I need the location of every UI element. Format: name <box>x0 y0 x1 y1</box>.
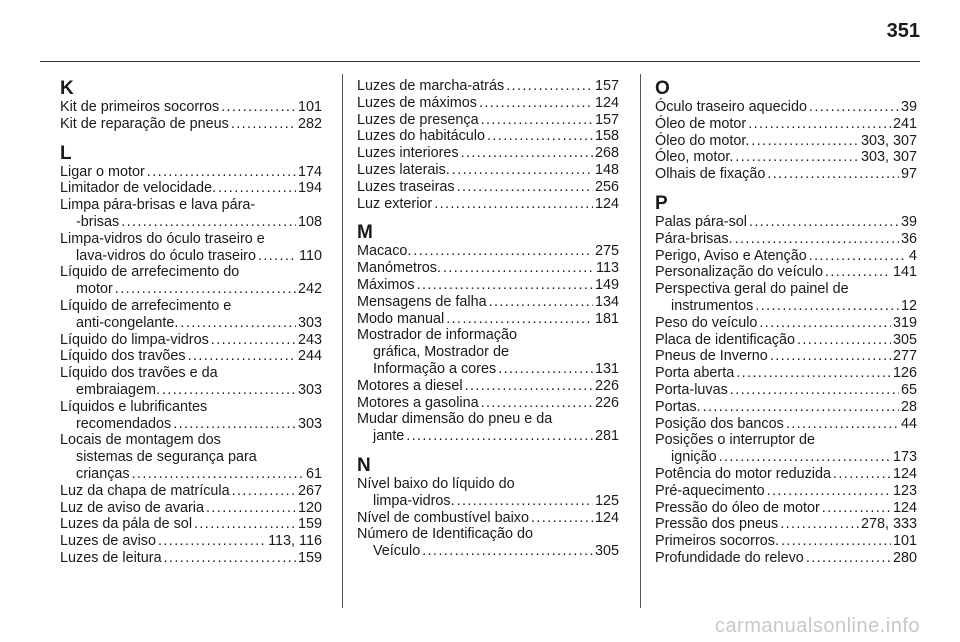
entry-term: Luzes de leitura <box>60 549 162 566</box>
dot-leader <box>781 533 891 550</box>
dot-leader <box>147 164 296 181</box>
dot-leader <box>506 78 593 95</box>
section-letter: P <box>655 192 668 214</box>
entry-term: Posição dos bancos <box>655 415 784 432</box>
dot-leader <box>481 112 593 129</box>
entry-term: Palas pára-sol <box>655 213 747 230</box>
entry-term: Potência do motor reduzida <box>655 465 831 482</box>
index-entry[interactable] <box>655 466 917 483</box>
entry-term: Mensagens de falha <box>357 293 487 310</box>
entry-page-ref: 149 <box>594 276 619 293</box>
entry-term: Pneus de Inverno <box>655 348 768 365</box>
entry-page-ref: 281 <box>594 428 619 445</box>
entry-page-ref: 97 <box>900 166 917 183</box>
index-entry[interactable] <box>60 432 322 482</box>
entry-page-ref: 280 <box>892 549 917 566</box>
entry-page-ref: 157 <box>594 78 619 94</box>
dot-leader <box>457 179 593 196</box>
entry-term: Motores a diesel <box>357 377 463 394</box>
entry-page-ref: 275 <box>594 243 619 260</box>
entry-term: Líquido dos travões <box>60 348 186 365</box>
dot-leader <box>452 162 593 179</box>
index-column-1 <box>60 78 322 567</box>
watermark: carmanualsonline.info <box>714 615 920 637</box>
dot-leader <box>465 378 593 395</box>
entry-term: Portas. <box>655 398 701 415</box>
entry-term: Líquido dos travões e da <box>60 365 218 382</box>
entry-term: Ligar o motor <box>60 163 145 180</box>
entry-term: -brisas <box>76 213 120 230</box>
index-entry[interactable] <box>655 365 917 382</box>
entry-term: Luzes laterais. <box>357 161 450 178</box>
index-entry[interactable] <box>655 348 917 365</box>
entry-term: Porta aberta <box>655 365 735 382</box>
index-entry[interactable] <box>655 315 917 332</box>
dot-leader <box>833 466 891 483</box>
index-entry[interactable] <box>655 416 917 433</box>
index-column-3 <box>655 78 917 567</box>
entry-term: Porta-luvas <box>655 381 728 398</box>
entry-page-ref: 256 <box>594 178 619 195</box>
index-entry[interactable] <box>60 533 322 550</box>
dot-leader <box>231 116 296 133</box>
index-entry[interactable] <box>655 483 917 500</box>
entry-page-ref: 267 <box>297 482 322 499</box>
index-entry[interactable] <box>357 112 619 129</box>
entry-page-ref: 226 <box>594 394 619 411</box>
dot-leader <box>132 466 304 483</box>
dot-leader <box>825 264 891 281</box>
entry-term: Óleo, motor. <box>655 149 734 166</box>
entry-term: Nível de combustível baixo <box>357 509 529 526</box>
dot-leader <box>770 348 891 365</box>
entry-page-ref: 124 <box>892 499 917 516</box>
index-entry[interactable] <box>60 231 322 265</box>
entry-page-ref: 181 <box>594 310 619 327</box>
dot-leader <box>498 361 593 378</box>
entry-term: Número de Identificação do <box>357 526 533 543</box>
dot-leader <box>531 510 593 527</box>
index-entry[interactable] <box>655 281 917 315</box>
entry-term: Óculo traseiro aquecido <box>655 99 807 115</box>
dot-leader <box>162 382 296 399</box>
index-entry[interactable] <box>357 179 619 196</box>
entry-page-ref: 243 <box>297 331 322 348</box>
index-entry[interactable] <box>357 378 619 395</box>
entry-page-ref: 305 <box>892 331 917 348</box>
entry-page-ref: 303, 307 <box>860 132 917 149</box>
entry-term: Líquido de arrefecimento do <box>60 264 240 281</box>
entry-page-ref: 157 <box>594 111 619 128</box>
entry-page-ref: 194 <box>297 180 322 197</box>
entry-term: Perspectiva geral do painel de <box>655 281 849 298</box>
entry-term: Informação a cores <box>373 360 497 377</box>
section-letter: K <box>60 78 74 99</box>
entry-term: Personalização do veículo <box>655 264 823 281</box>
entry-page-ref: 125 <box>594 492 619 509</box>
dot-leader <box>735 231 899 248</box>
entry-term: Perigo, Aviso e Atenção <box>655 247 807 264</box>
entry-term: Óleo de motor <box>655 115 747 132</box>
entry-page-ref: 278, 333 <box>860 516 917 533</box>
index-entry[interactable] <box>655 382 917 399</box>
dot-leader <box>481 395 593 412</box>
index-entry[interactable] <box>357 196 619 213</box>
entry-term: Pára-brisas. <box>655 230 733 247</box>
index-entry[interactable] <box>655 99 917 116</box>
index-entry[interactable] <box>655 166 917 183</box>
dot-leader <box>748 116 891 133</box>
dot-leader <box>759 315 891 332</box>
index-entry[interactable] <box>60 500 322 517</box>
dot-leader <box>786 416 899 433</box>
dot-leader <box>489 294 593 311</box>
dot-leader <box>461 145 593 162</box>
dot-leader <box>443 260 594 277</box>
entry-page-ref: 141 <box>892 264 917 281</box>
entry-page-ref: 124 <box>594 195 619 212</box>
entry-term: Luzes traseiras <box>357 178 455 195</box>
dot-leader <box>487 128 593 145</box>
entry-term: Líquidos e lubrificantes <box>60 398 208 415</box>
entry-term: Placa de identificação <box>655 331 795 348</box>
dot-leader <box>417 277 593 294</box>
dot-leader <box>446 311 593 328</box>
entry-term: Líquido do limpa-vidros <box>60 331 209 348</box>
entry-term: Óleo do motor. <box>655 132 750 149</box>
entry-page-ref: 268 <box>594 145 619 162</box>
entry-term: Luzes de máximos <box>357 94 477 111</box>
entry-page-ref: 303 <box>297 415 322 432</box>
entry-page-ref: 123 <box>892 482 917 499</box>
dot-leader <box>121 214 296 231</box>
entry-page-ref: 124 <box>892 465 917 482</box>
entry-page-ref: 319 <box>892 314 917 331</box>
entry-term: Veículo <box>373 543 421 560</box>
entry-term: lava-vidros do óculo traseiro <box>76 247 256 264</box>
entry-page-ref: 113, 116 <box>268 533 322 550</box>
index-entry[interactable] <box>60 164 322 181</box>
dot-leader <box>797 332 891 349</box>
section-letter: N <box>357 454 371 476</box>
index-entry[interactable] <box>357 277 619 294</box>
entry-term: crianças <box>76 465 130 482</box>
index-entry[interactable] <box>60 483 322 500</box>
dot-leader <box>194 516 296 533</box>
entry-page-ref: 305 <box>594 543 619 560</box>
entry-term: Manómetros. <box>357 260 441 277</box>
dot-leader <box>173 416 296 433</box>
dot-leader <box>218 180 296 197</box>
index-entry[interactable] <box>655 550 917 567</box>
entry-term: Profundidade do relevo <box>655 549 804 566</box>
entry-term: Limitador de velocidade. <box>60 180 216 197</box>
entry-page-ref: 28 <box>900 398 917 415</box>
entry-page-ref: 303 <box>297 381 322 398</box>
entry-term: Luzes do habitáculo <box>357 128 486 145</box>
index-entry[interactable] <box>655 149 917 166</box>
entry-term: Kit de primeiros socorros <box>60 99 220 115</box>
dot-leader <box>719 449 891 466</box>
entry-term: Modo manual <box>357 310 445 327</box>
entry-term: Peso do veículo <box>655 314 758 331</box>
index-entry[interactable] <box>60 197 322 231</box>
entry-page-ref: 65 <box>900 381 917 398</box>
entry-page-ref: 36 <box>900 230 917 247</box>
index-entry[interactable] <box>655 116 917 133</box>
index-entry[interactable] <box>357 411 619 445</box>
dot-leader <box>822 500 891 517</box>
entry-page-ref: 244 <box>297 348 322 365</box>
entry-page-ref: 108 <box>297 213 322 230</box>
entry-page-ref: 44 <box>900 415 917 432</box>
entry-term: Motores a gasolina <box>357 394 479 411</box>
dot-leader <box>751 133 859 150</box>
dot-leader <box>736 365 891 382</box>
index-entry[interactable] <box>60 399 322 433</box>
index-entry[interactable] <box>655 214 917 231</box>
dot-leader <box>749 214 899 231</box>
entry-page-ref: 159 <box>297 516 322 533</box>
entry-term: instrumentos <box>671 297 754 314</box>
index-entry[interactable] <box>357 395 619 412</box>
entry-page-ref: 241 <box>892 115 917 132</box>
index-entry[interactable] <box>357 476 619 510</box>
dot-leader <box>809 248 907 265</box>
entry-page-ref: 12 <box>900 297 917 314</box>
dot-leader <box>755 298 899 315</box>
index-entry[interactable] <box>655 264 917 281</box>
column-divider <box>640 74 641 608</box>
entry-term: Nível baixo do líquido do <box>357 475 515 492</box>
entry-term: Pré-aquecimento <box>655 482 765 499</box>
dot-leader <box>780 516 859 533</box>
index-entry[interactable] <box>655 332 917 349</box>
dot-leader <box>703 399 899 416</box>
entry-term: Luz de aviso de avaria <box>60 499 204 516</box>
entry-page-ref: 173 <box>892 449 917 466</box>
dot-leader <box>221 99 296 116</box>
entry-term: Luzes da pála de sol <box>60 516 193 533</box>
entry-page-ref: 120 <box>297 499 322 516</box>
dot-leader <box>767 166 899 183</box>
index-entry[interactable] <box>60 550 322 567</box>
entry-term: Pressão dos pneus <box>655 516 779 533</box>
dot-leader <box>164 550 296 567</box>
index-entry[interactable] <box>357 243 619 260</box>
entry-term: embraiagem. <box>76 381 160 398</box>
dot-leader <box>434 196 593 213</box>
page-number: 351 <box>886 20 920 42</box>
entry-page-ref: 174 <box>297 163 322 180</box>
entry-page-ref: 242 <box>297 281 322 298</box>
section-letter: M <box>357 222 373 244</box>
dot-leader <box>158 533 266 550</box>
entry-page-ref: 39 <box>900 99 917 115</box>
entry-page-ref: 110 <box>299 247 322 264</box>
entry-term: Máximos <box>357 276 415 293</box>
entry-term: Luzes de marcha-atrás <box>357 78 505 94</box>
dot-leader <box>422 543 593 560</box>
entry-term: ignição <box>671 449 717 466</box>
entry-page-ref: 159 <box>297 549 322 566</box>
index-entry[interactable] <box>357 294 619 311</box>
dot-leader <box>806 550 891 567</box>
section-letter: O <box>655 78 670 99</box>
index-entry[interactable] <box>357 145 619 162</box>
index-entry[interactable] <box>60 298 322 332</box>
index-entry[interactable] <box>655 399 917 416</box>
dot-leader <box>258 248 297 265</box>
index-entry[interactable] <box>655 231 917 248</box>
index-entry[interactable] <box>655 133 917 150</box>
dot-leader <box>188 348 296 365</box>
dot-leader <box>809 99 899 116</box>
index-entry[interactable] <box>357 526 619 560</box>
entry-page-ref: 131 <box>594 360 619 377</box>
dot-leader <box>232 483 296 500</box>
dot-leader <box>206 500 296 517</box>
column-divider <box>342 74 343 608</box>
entry-page-ref: 39 <box>900 213 917 230</box>
entry-page-ref: 101 <box>297 99 322 115</box>
entry-term: Luz exterior <box>357 195 433 212</box>
entry-page-ref: 124 <box>594 509 619 526</box>
index-entry[interactable] <box>60 332 322 349</box>
entry-term: Líquido de arrefecimento e <box>60 297 232 314</box>
index-entry[interactable] <box>655 516 917 533</box>
entry-page-ref: 303, 307 <box>860 149 917 166</box>
entry-term: Pressão do óleo de motor <box>655 499 820 516</box>
dot-leader <box>730 382 899 399</box>
entry-page-ref: 124 <box>594 94 619 111</box>
index-entry[interactable] <box>655 432 917 466</box>
entry-term: Primeiros socorros. <box>655 533 779 550</box>
index-entry[interactable] <box>655 533 917 550</box>
dot-leader <box>735 149 859 166</box>
entry-term: Luzes de aviso <box>60 533 156 550</box>
entry-page-ref: 148 <box>594 161 619 178</box>
index-entry[interactable] <box>357 78 619 95</box>
entry-term: gráfica, Mostrador de <box>373 344 509 361</box>
index-entry[interactable] <box>60 516 322 533</box>
index-entry[interactable] <box>357 260 619 277</box>
dot-leader <box>457 493 593 510</box>
index-entry[interactable] <box>357 510 619 527</box>
header-rule <box>40 61 920 62</box>
index-entry[interactable] <box>357 327 619 377</box>
entry-term: recomendados <box>76 415 172 432</box>
dot-leader <box>767 483 891 500</box>
entry-term: Luzes interiores <box>357 145 459 162</box>
entry-term: sistemas de segurança para <box>76 449 257 466</box>
entry-page-ref: 282 <box>297 115 322 132</box>
index-entry[interactable] <box>655 248 917 265</box>
entry-page-ref: 277 <box>892 348 917 365</box>
dot-leader <box>413 243 593 260</box>
entry-term: anti-congelante. <box>76 314 179 331</box>
entry-term: jante <box>373 428 405 445</box>
entry-page-ref: 113 <box>596 260 619 277</box>
entry-page-ref: 226 <box>594 377 619 394</box>
entry-page-ref: 101 <box>892 533 917 550</box>
dot-leader <box>180 315 296 332</box>
entry-page-ref: 158 <box>594 128 619 145</box>
index-column-2 <box>357 78 619 560</box>
entry-page-ref: 303 <box>297 314 322 331</box>
dot-leader <box>479 95 593 112</box>
index-entry[interactable] <box>655 500 917 517</box>
entry-page-ref: 61 <box>305 465 322 482</box>
entry-term: Posições o interruptor de <box>655 432 815 449</box>
index-entry[interactable] <box>357 95 619 112</box>
index-entry[interactable] <box>357 311 619 328</box>
entry-page-ref: 4 <box>908 247 917 264</box>
index-entry[interactable] <box>357 162 619 179</box>
entry-term: Mostrador de informação <box>357 327 517 344</box>
dot-leader <box>211 332 296 349</box>
entry-term: Mudar dimensão do pneu e da <box>357 411 553 428</box>
index-entry[interactable] <box>60 365 322 399</box>
index-entry[interactable] <box>60 116 322 133</box>
index-entry[interactable] <box>60 180 322 197</box>
entry-term: Luz da chapa de matrícula <box>60 482 230 499</box>
section-letter: L <box>60 142 72 164</box>
entry-page-ref: 134 <box>594 293 619 310</box>
entry-term: motor <box>76 281 113 298</box>
entry-term: Locais de montagem dos <box>60 432 221 449</box>
index-entry[interactable] <box>60 99 322 116</box>
dot-leader <box>115 281 296 298</box>
dot-leader <box>406 428 593 445</box>
entry-term: Luzes de presença <box>357 111 479 128</box>
entry-page-ref: 126 <box>892 365 917 382</box>
index-entry[interactable] <box>357 128 619 145</box>
index-entry[interactable] <box>60 348 322 365</box>
entry-term: Olhais de fixação <box>655 166 766 183</box>
entry-term: Limpa-vidros do óculo traseiro e <box>60 230 265 247</box>
index-entry[interactable] <box>60 264 322 298</box>
entry-term: Kit de reparação de pneus <box>60 115 229 132</box>
entry-term: Macaco. <box>357 243 412 260</box>
entry-term: Limpa pára-brisas e lava pára- <box>60 197 256 214</box>
entry-term: limpa-vidros. <box>373 492 455 509</box>
